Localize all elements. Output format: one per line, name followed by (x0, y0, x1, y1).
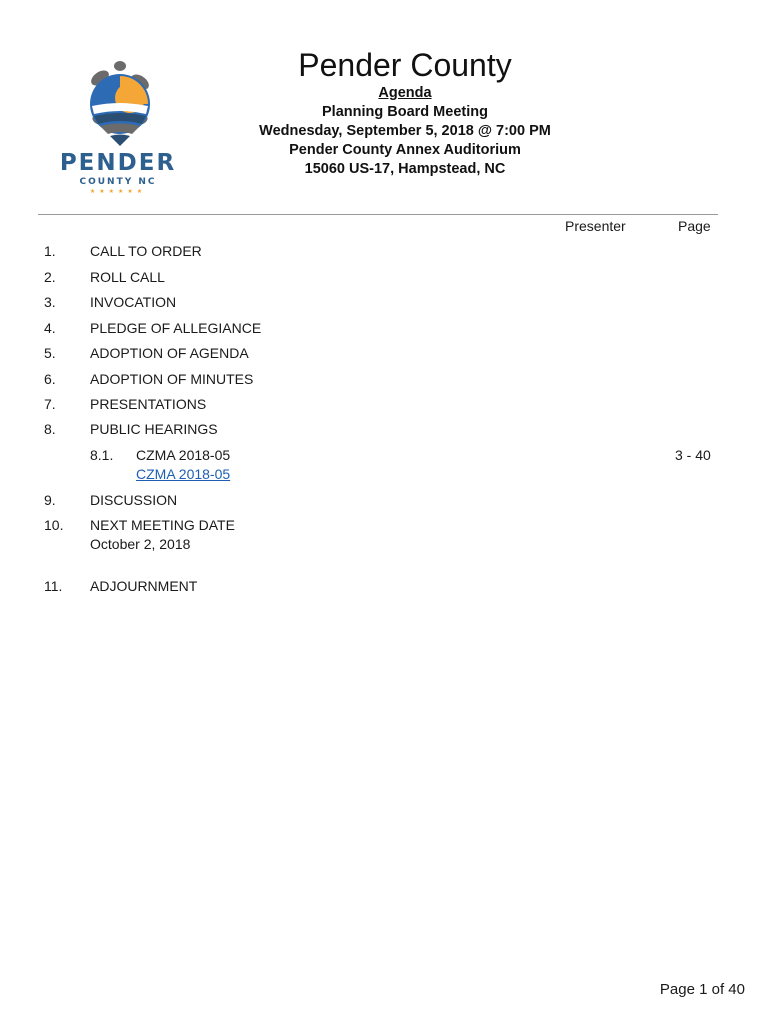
county-title: Pender County (298, 47, 512, 83)
item-title: CALL TO ORDER (90, 243, 202, 259)
item-number: 2. (44, 269, 56, 285)
item-number: 6. (44, 371, 56, 387)
logo-wordmark: PENDER (59, 150, 177, 176)
next-meeting-date: October 2, 2018 (90, 536, 191, 552)
meeting-name: Planning Board Meeting (322, 104, 488, 120)
item-title: PRESENTATIONS (90, 396, 207, 412)
item-number: 1. (44, 243, 56, 259)
item-number: 3. (44, 294, 56, 310)
czma-document-link[interactable]: CZMA 2018-05 (136, 466, 231, 482)
subitem-title: CZMA 2018-05 (136, 447, 231, 463)
item-title: ADOPTION OF MINUTES (90, 371, 254, 387)
item-title: NEXT MEETING DATE (90, 517, 235, 533)
item-number: 5. (44, 345, 56, 361)
subitem-number: 8.1. (90, 447, 114, 463)
logo-stars: ★★★★★★ (89, 188, 147, 195)
item-number: 10. (44, 517, 64, 533)
item-number: 7. (44, 396, 56, 412)
item-number: 11. (44, 578, 63, 594)
meeting-details (210, 84, 600, 179)
page-number: Page 1 of 40 (659, 981, 745, 998)
logo-subtitle: COUNTY NC (79, 177, 157, 187)
item-title: INVOCATION (90, 294, 177, 310)
item-title: PUBLIC HEARINGS (90, 421, 218, 437)
item-title: PLEDGE OF ALLEGIANCE (90, 320, 262, 336)
item-title: ADOPTION OF AGENDA (90, 345, 249, 361)
item-number: 9. (44, 492, 56, 508)
item-number: 4. (44, 320, 56, 336)
item-title: ADJOURNMENT (90, 578, 198, 594)
meeting-address: 15060 US-17, Hampstead, NC (304, 161, 506, 177)
meeting-datetime: Wednesday, September 5, 2018 @ 7:00 PM (259, 123, 551, 139)
item-title: ROLL CALL (90, 269, 165, 285)
item-number: 8. (44, 421, 56, 437)
header-divider (38, 214, 718, 215)
agenda-label: Agenda (378, 85, 432, 101)
meeting-location: Pender County Annex Auditorium (289, 142, 521, 158)
presenter-column-header: Presenter (565, 218, 626, 234)
page-column-header: Page (678, 218, 711, 234)
subitem-page-range: 3 - 40 (675, 447, 711, 463)
item-title: DISCUSSION (90, 492, 178, 508)
